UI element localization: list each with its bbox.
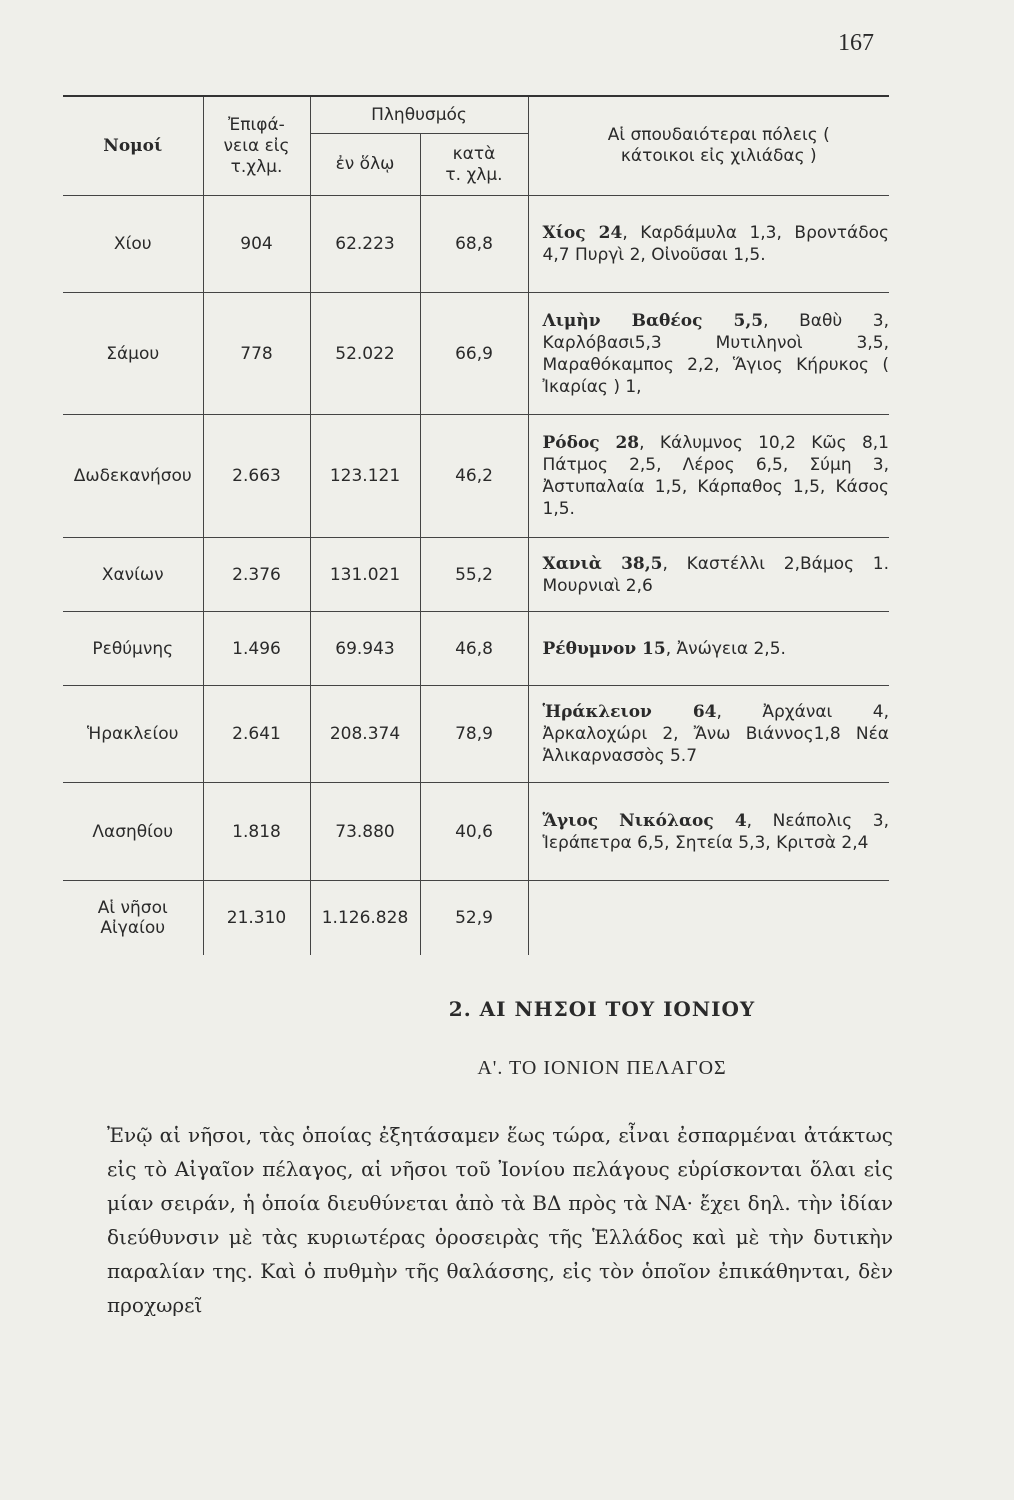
density-cell: 78,9	[420, 686, 528, 783]
nomos-cell: Ρεθύμνης	[63, 612, 203, 686]
density-cell: 52,9	[420, 881, 528, 955]
population-cell: 131.021	[310, 538, 420, 612]
table-row-total	[63, 881, 889, 955]
other-cities: , Καρδάμυλα 1,3, Βροντάδος 4,7 Πυργὶ 2, Οἰνοῦσαι 1,5.	[542, 223, 889, 265]
header-nomoi: Νομοί	[63, 96, 203, 196]
cities-cell	[528, 196, 889, 293]
other-cities: , Βαθὺ 3, Καρλόβασι5,3 Μυτιληνοὶ 3,5, Μαραθόκαμπος 2,2, Ἅγιος Κήρυκος ( Ἰκαρίας ) 1,	[542, 310, 889, 397]
area-cell: 2.641	[203, 686, 310, 783]
nomos-cell: Ἡρακλείου	[63, 686, 203, 783]
other-cities: , Ἀνώγεια 2,5.	[665, 638, 786, 659]
subsection-title: Α'. ΤΟ ΙΟΝΙΟΝ ΠΕΛΑΓΟΣ	[477, 1057, 727, 1079]
header-density: κατὰ τ. χλμ.	[420, 134, 528, 196]
main-city: Ἅγιος Νικόλαος 4	[542, 810, 747, 831]
cities-cell	[528, 415, 889, 538]
main-city: Ρόδος 28	[542, 433, 640, 453]
density-cell: 46,8	[420, 612, 528, 686]
nomos-cell: Χανίων	[63, 538, 203, 612]
table-row	[63, 783, 889, 881]
area-cell: 2.376	[203, 538, 310, 612]
population-cell: 69.943	[310, 612, 420, 686]
nomos-cell: Λασηθίου	[63, 783, 203, 881]
area-cell: 1.496	[203, 612, 310, 686]
other-cities: , Καστέλλι 2,Βάμος 1. Μουρνιαὶ 2,6	[542, 553, 889, 596]
main-city: Ἡράκλειον 64	[542, 702, 717, 722]
density-cell: 66,9	[420, 293, 528, 415]
density-cell: 68,8	[420, 196, 528, 293]
population-cell: 52.022	[310, 293, 420, 415]
population-cell: 62.223	[310, 196, 420, 293]
area-cell: 2.663	[203, 415, 310, 538]
density-cell: 46,2	[420, 415, 528, 538]
other-cities: , Ἀρχάναι 4, Ἀρκαλοχώρι 2, Ἄνω Βιάννος1,8 Νέα Ἁλικαρνασσὸς 5.7	[542, 702, 889, 766]
area-cell: 21.310	[203, 881, 310, 955]
nomos-cell: Χίου	[63, 196, 203, 293]
main-city: Χίος 24	[542, 223, 623, 243]
main-city: Χανιὰ 38,5	[542, 553, 663, 574]
main-city: Λιμὴν Βαθέος 5,5	[542, 310, 764, 331]
header-total: ἐν ὅλῳ	[310, 134, 420, 196]
population-cell: 73.880	[310, 783, 420, 881]
section-title: 2. ΑΙ ΝΗΣΟΙ ΤΟΥ ΙΟΝΙΟΥ	[448, 997, 756, 1021]
census-table	[63, 95, 889, 955]
header-area: Ἐπιφά- νεια εἰς τ.χλμ.	[203, 96, 310, 196]
body-paragraph: Ἐνῷ αἱ νῆσοι, τὰς ὁποίας ἐξητάσαμεν ἕως τώρα, εἶναι ἐσπαρμέναι ἀτάκτως εἰς τὸ Αἰγαῖον πέλαγος, αἱ νῆσοι τοῦ Ἰονίου πελάγους εὑρίσκονται ὅλαι εἰς μίαν σειράν, ἡ ὁποία διευθύνεται ἀπὸ τὰ ΒΔ πρὸς τὰ ΝΑ· ἔχει δηλ. τὴν ἰδίαν διεύθυνσιν μὲ τὰς κυριωτέρας ὀροσειρὰς τῆς Ἑλλάδος καὶ μὲ τὴν δυτικὴν παραλίαν της. Καὶ ὁ πυθμὴν τῆς θαλάσσης, εἰς τὸν ὁποῖον ἐπικάθηνται, δὲν προχωρεῖ	[107, 1123, 893, 1317]
population-cell: 208.374	[310, 686, 420, 783]
area-cell: 778	[203, 293, 310, 415]
table-row	[63, 196, 889, 293]
cities-cell	[528, 293, 889, 415]
cities-cell	[528, 538, 889, 612]
area-cell: 1.818	[203, 783, 310, 881]
cities-cell	[528, 881, 889, 955]
other-cities: , Νεάπολις 3, Ἱεράπετρα 6,5, Σητεία 5,3, Κριτσὰ 2,4	[542, 810, 889, 853]
header-cities: Αἱ σπουδαιότεραι πόλεις ( κάτοικοι εἰς χιλιάδας )	[528, 96, 889, 196]
table-row	[63, 293, 889, 415]
area-cell: 904	[203, 196, 310, 293]
page-number: 167	[838, 30, 874, 56]
header-population: Πληθυσμός	[310, 96, 528, 134]
cities-cell	[528, 612, 889, 686]
cities-cell	[528, 686, 889, 783]
other-cities: , Κάλυμνος 10,2 Κῶς 8,1 Πάτμος 2,5, Λέρος 6,5, Σύμη 3, Ἀστυπαλαία 1,5, Κάρπαθος 1,5, Κάσος 1,5.	[542, 433, 889, 519]
nomos-cell: Αἱ νῆσοι Αἰγαίου	[63, 881, 203, 955]
table-row	[63, 415, 889, 538]
density-cell: 40,6	[420, 783, 528, 881]
main-city: Ρέθυμνον 15	[542, 638, 666, 659]
table-row	[63, 538, 889, 612]
density-cell: 55,2	[420, 538, 528, 612]
population-cell: 1.126.828	[310, 881, 420, 955]
nomos-cell: Δωδεκανήσου	[63, 415, 203, 538]
population-cell: 123.121	[310, 415, 420, 538]
table-row	[63, 612, 889, 686]
table-row	[63, 686, 889, 783]
nomos-cell: Σάμου	[63, 293, 203, 415]
cities-cell	[528, 783, 889, 881]
